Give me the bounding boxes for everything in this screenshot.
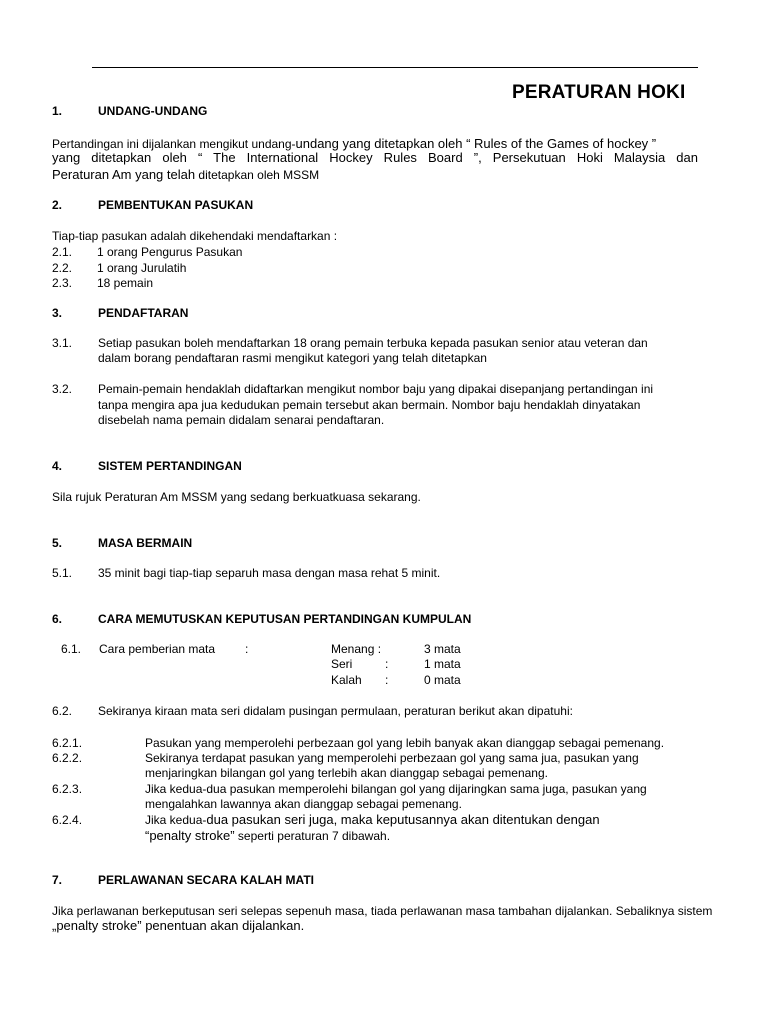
section-2-number: 2. bbox=[52, 198, 63, 212]
section-4-number: 4. bbox=[52, 459, 63, 473]
section-6-heading: CARA MEMUTUSKAN KEPUTUSAN PERTANDINGAN KUMPULAN bbox=[98, 612, 472, 626]
list-item-text: 1 orang Pengurus Pasukan bbox=[97, 245, 243, 259]
section-1-heading: UNDANG-UNDANG bbox=[98, 104, 208, 118]
subclause-6-2-4-line-2-small: seperti peraturan 7 dibawah. bbox=[234, 829, 391, 843]
section-3-number: 3. bbox=[52, 306, 63, 320]
points-result-value: 1 mata bbox=[424, 657, 461, 671]
section-1-line-2: yang ditetapkan oleh “ The International Hockey Rules Board ”, Persekutuan Hoki Malaysia dan bbox=[52, 150, 698, 165]
list-item-text: 1 orang Jurulatih bbox=[97, 261, 187, 275]
section-7-number: 7. bbox=[52, 873, 63, 887]
list-item-number: 2.2. bbox=[52, 261, 73, 275]
section-6-number: 6. bbox=[52, 612, 63, 626]
section-1-line-3-large: Peraturan Am yang telah bbox=[52, 167, 196, 182]
section-4-text: Sila rujuk Peraturan Am MSSM yang sedang berkuatkuasa sekarang. bbox=[52, 490, 421, 504]
section-2-intro: Tiap-tiap pasukan adalah dikehendaki mendaftarkan : bbox=[52, 229, 338, 243]
section-3-heading: PENDAFTARAN bbox=[98, 306, 189, 320]
section-3-1-line-2: dalam borang pendaftaran rasmi mengikut kategori yang telah ditetapkan bbox=[98, 351, 487, 365]
section-5-heading: MASA BERMAIN bbox=[98, 536, 193, 550]
section-1-line-3 bbox=[52, 166, 319, 184]
list-item-number: 2.3. bbox=[52, 276, 73, 290]
subclause-6-2-4-line-2 bbox=[145, 827, 390, 845]
document-title: PERATURAN HOKI bbox=[512, 82, 686, 103]
section-1-line-1-small: Pertandingan ini dijalankan mengikut undang- bbox=[52, 137, 296, 151]
points-result-value: 0 mata bbox=[424, 673, 461, 687]
section-4-heading: SISTEM PERTANDINGAN bbox=[98, 459, 242, 473]
subclause-6-2-4-line-2-large: “penalty stroke” bbox=[145, 828, 235, 843]
subclause-number: 6.2.1. bbox=[52, 736, 83, 750]
subclause-number: 6.2.4. bbox=[52, 813, 83, 827]
points-result-value: 3 mata bbox=[424, 642, 461, 656]
subclause-line-1: Pasukan yang memperolehi perbezaan gol yang lebih banyak akan dianggap sebagai pemenang. bbox=[145, 736, 665, 750]
subclause-line-2: menjaringkan bilangan gol yang terlebih akan dianggap sebagai pemenang. bbox=[145, 766, 548, 780]
subclause-number: 6.2.3. bbox=[52, 782, 83, 796]
section-7-heading: PERLAWANAN SECARA KALAH MATI bbox=[98, 873, 314, 887]
section-6-2-text: Sekiranya kiraan mata seri didalam pusingan permulaan, peraturan berikut akan dipatuhi: bbox=[98, 704, 573, 718]
subclause-number: 6.2.2. bbox=[52, 751, 83, 765]
subclause-6-2-4-line-1-large: dua pasukan seri juga, maka keputusannya akan ditentukan dengan bbox=[206, 812, 600, 827]
list-item-number: 2.1. bbox=[52, 245, 73, 259]
subclause-6-2-4-line-1-small: Jika kedua- bbox=[145, 813, 207, 827]
subclause-line-1: Sekiranya terdapat pasukan yang memperolehi perbezaan gol yang sama jua, pasukan yang bbox=[145, 751, 639, 765]
section-5-number: 5. bbox=[52, 536, 63, 550]
subclause-line-2: mengalahkan lawannya akan dianggap sebagai pemenang. bbox=[145, 797, 462, 811]
section-3-2-number: 3.2. bbox=[52, 382, 73, 396]
points-label: Cara pemberian mata bbox=[99, 642, 216, 656]
section-7-line-1: Jika perlawanan berkeputusan seri selepas sepenuh masa, tiada perlawanan masa tambahan dijalankan. Sebaliknya sistem bbox=[52, 904, 713, 918]
section-3-2-line-1: Pemain-pemain hendaklah didaftarkan mengikut nombor baju yang dipakai disepanjang pertandingan ini bbox=[98, 382, 654, 396]
points-result-colon: : bbox=[385, 657, 389, 671]
section-6-1-number: 6.1. bbox=[61, 642, 82, 656]
section-1-line-1-large: undang yang ditetapkan oleh “ Rules of the Games of hockey ” bbox=[295, 136, 657, 151]
points-label-colon: : bbox=[245, 642, 249, 656]
section-3-2-line-2: tanpa mengira apa jua kedudukan pemain tersebut akan bermain. Nombor baju hendaklah dinyatakan bbox=[98, 398, 641, 412]
section-1-number: 1. bbox=[52, 104, 63, 118]
section-3-2-line-3: disebelah nama pemain didalam senarai pendaftaran. bbox=[98, 413, 385, 427]
section-3-1-number: 3.1. bbox=[52, 336, 73, 350]
points-result-label: Menang : bbox=[331, 642, 382, 656]
points-result-colon: : bbox=[385, 673, 389, 687]
section-5-1-text: 35 minit bagi tiap-tiap separuh masa dengan masa rehat 5 minit. bbox=[98, 566, 441, 580]
section-2-heading: PEMBENTUKAN PASUKAN bbox=[98, 198, 254, 212]
section-1-line-3-small: ditetapkan oleh MSSM bbox=[195, 168, 320, 182]
points-result-label: Kalah bbox=[331, 673, 362, 687]
subclause-line-1: Jika kedua-dua pasukan memperolehi bilangan gol yang dijaringkan sama juga, pasukan yang bbox=[145, 782, 647, 796]
section-3-1-line-1: Setiap pasukan boleh mendaftarkan 18 orang pemain terbuka kepada pasukan senior atau veteran dan bbox=[98, 336, 648, 350]
top-rule bbox=[92, 67, 698, 68]
section-6-2-number: 6.2. bbox=[52, 704, 73, 718]
section-5-1-number: 5.1. bbox=[52, 566, 73, 580]
points-result-label: Seri bbox=[331, 657, 353, 671]
section-7-line-2: „penalty stroke” penentuan akan dijalankan. bbox=[52, 918, 305, 933]
list-item-text: 18 pemain bbox=[97, 276, 154, 290]
